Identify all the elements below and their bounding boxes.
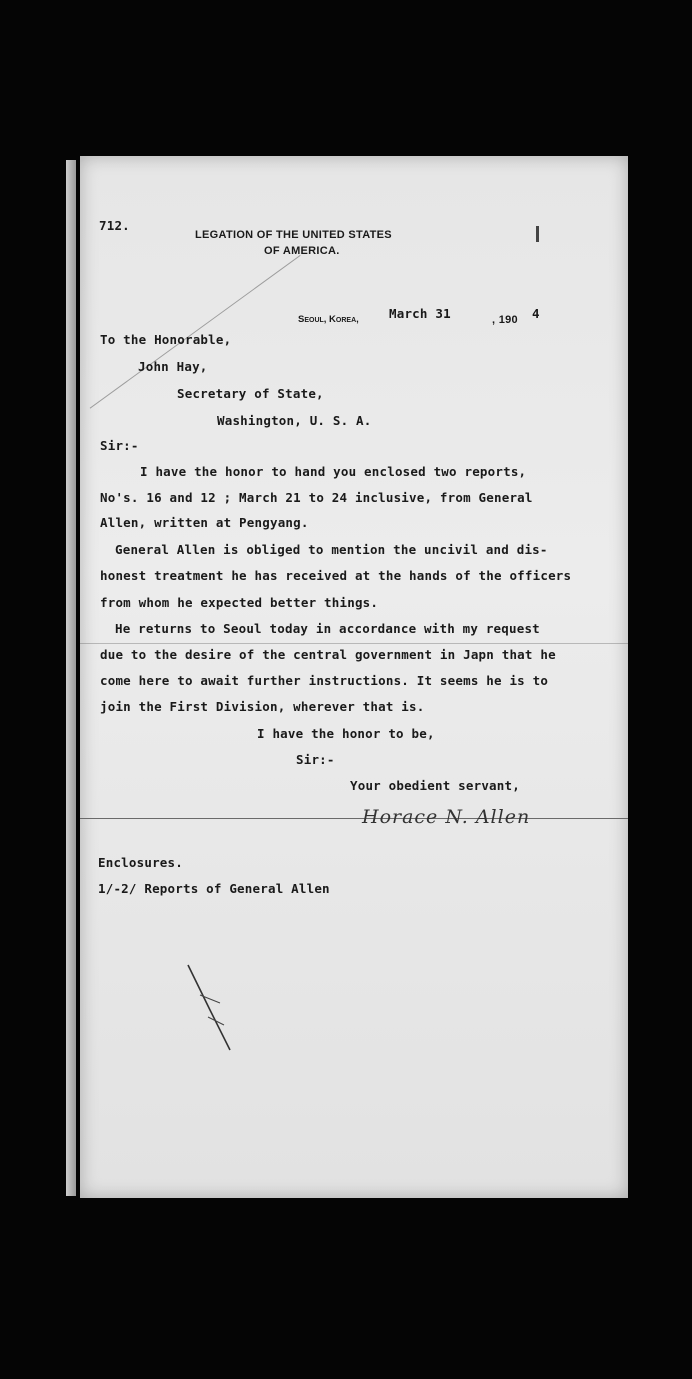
- body-line: honest treatment he has received at the hands of the officers: [100, 568, 572, 583]
- page-fold-line: [80, 818, 628, 819]
- enclosures-item: 1/-2/ Reports of General Allen: [98, 881, 330, 896]
- letter-place: Seoul, Korea,: [298, 314, 359, 325]
- letter-number: 712.: [99, 218, 130, 233]
- body-line: due to the desire of the central government in Japn that he: [100, 647, 556, 662]
- address-line: Washington, U. S. A.: [217, 413, 372, 428]
- body-line: General Allen is obliged to mention the uncivil and dis-: [115, 542, 548, 557]
- letterhead-line-1: LEGATION OF THE UNITED STATES: [195, 229, 392, 241]
- letterhead-line-2: OF AMERICA.: [264, 245, 340, 257]
- page-edge: [66, 160, 76, 1196]
- pencil-mark: [180, 955, 250, 1060]
- body-line: from whom he expected better things.: [100, 595, 379, 610]
- address-line: To the Honorable,: [100, 332, 232, 347]
- closing-line: I have the honor to be,: [257, 726, 435, 741]
- salutation: Sir:-: [100, 438, 139, 453]
- signature: Horace N. Allen: [362, 806, 531, 828]
- body-line: No's. 16 and 12 ; March 21 to 24 inclusive, from General: [100, 490, 533, 505]
- closing-line: Your obedient servant,: [350, 778, 520, 793]
- address-line: Secretary of State,: [177, 386, 324, 401]
- margin-mark: [536, 226, 539, 242]
- body-line: I have the honor to hand you enclosed two reports,: [140, 464, 527, 479]
- letter-date: March 31: [389, 306, 451, 321]
- enclosures-label: Enclosures.: [98, 855, 183, 870]
- closing-line: Sir:-: [296, 752, 335, 767]
- body-line: join the First Division, wherever that is.: [100, 699, 425, 714]
- letter-year-printed: , 190: [492, 314, 518, 326]
- address-line: John Hay,: [138, 359, 208, 374]
- body-line: come here to await further instructions. It seems he is to: [100, 673, 549, 688]
- page-fold-line: [80, 643, 628, 644]
- letter-year-typed: 4: [532, 306, 540, 321]
- body-line: He returns to Seoul today in accordance with my request: [115, 621, 540, 636]
- body-line: Allen, written at Pengyang.: [100, 515, 309, 530]
